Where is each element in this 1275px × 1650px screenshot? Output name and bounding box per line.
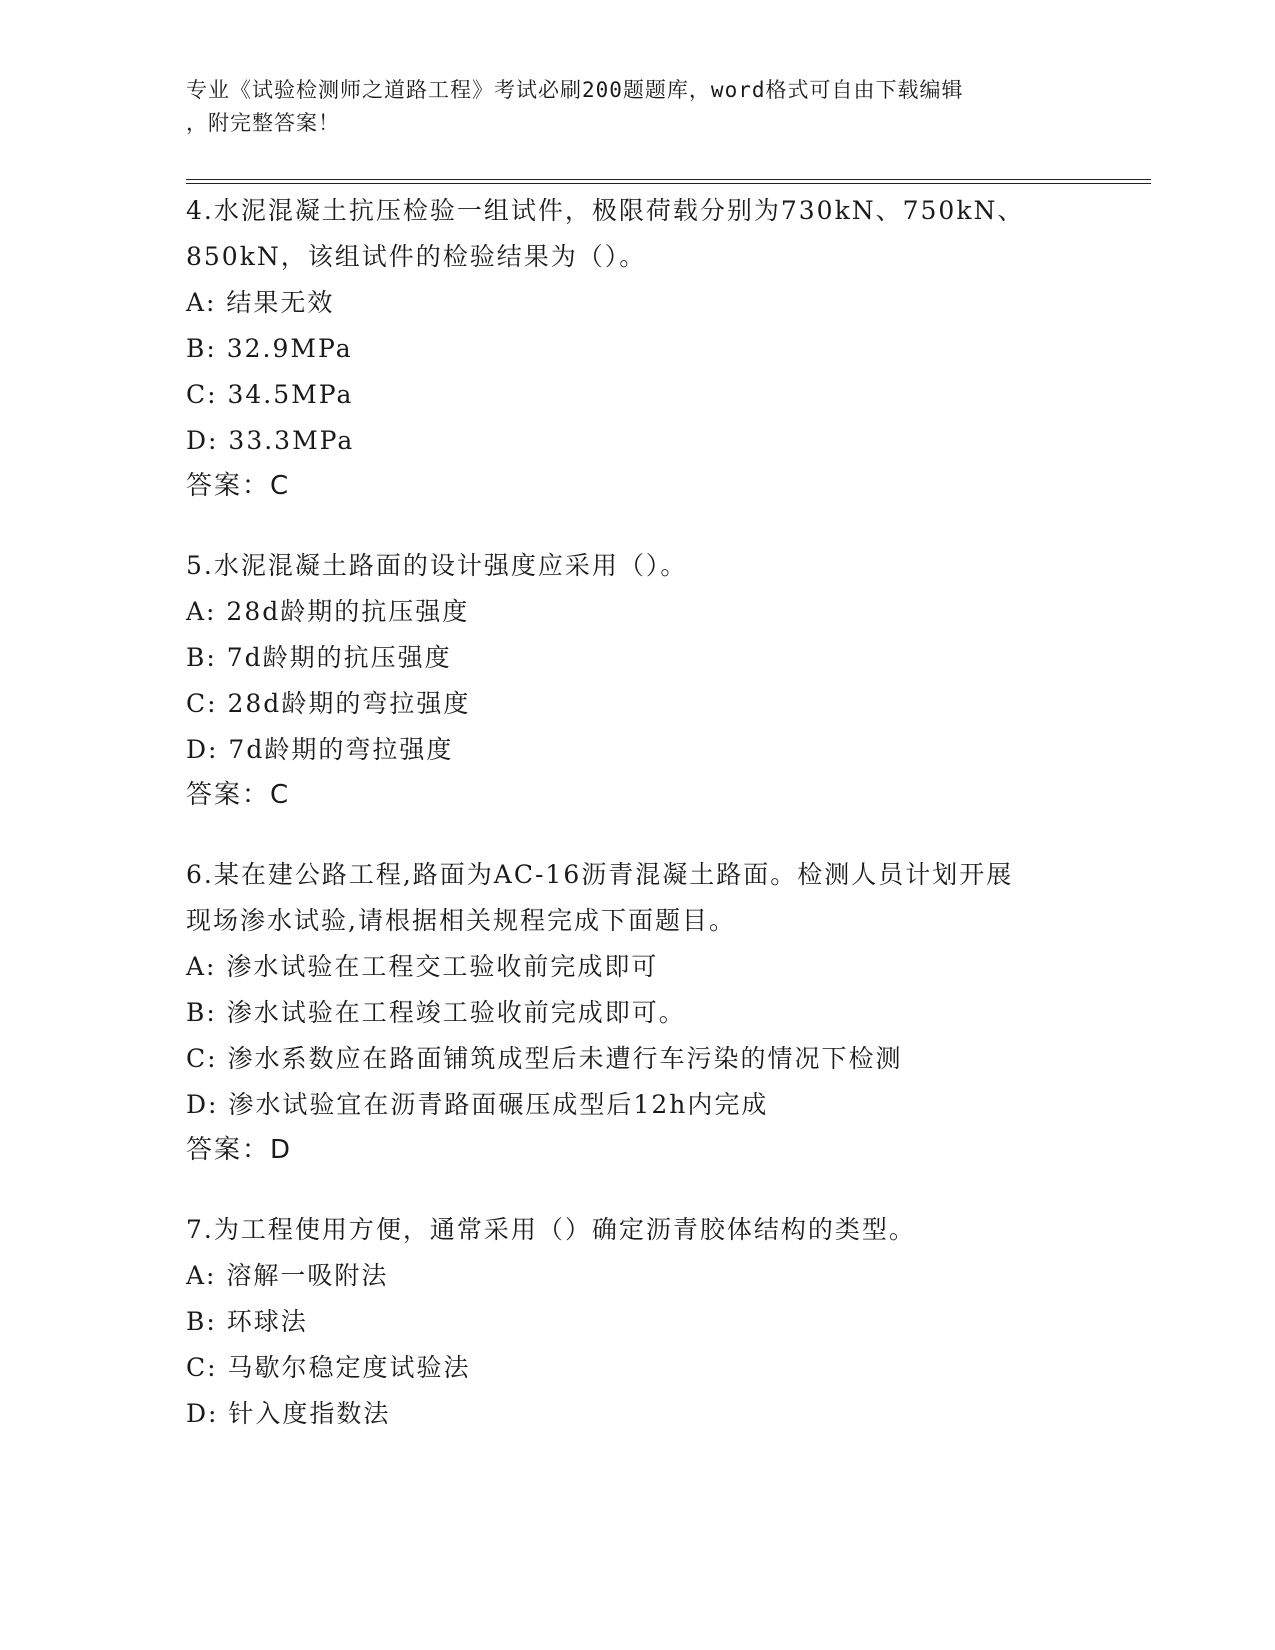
option-c: C: 28d龄期的弯拉强度 xyxy=(186,689,471,718)
header-line-2: ，附完整答案！ xyxy=(186,111,340,135)
header-line-1: 专业《试验检测师之道路工程》考试必刷200题题库，word格式可自由下载编辑 xyxy=(186,78,964,102)
header-divider-thick xyxy=(186,179,1151,180)
header-divider-thin xyxy=(186,183,1151,184)
answer-value: C xyxy=(270,780,289,810)
option-b: B: 32.9MPa xyxy=(186,334,353,363)
answer-label: 答案： xyxy=(186,1135,271,1165)
option-b: B: 环球法 xyxy=(186,1307,308,1336)
option-a: A: 溶解一吸附法 xyxy=(186,1261,389,1290)
question-stem-line: 6.某在建公路工程,路面为AC-16沥青混凝土路面。检测人员计划开展 xyxy=(186,860,1014,889)
question-stem-line: 5.水泥混凝土路面的设计强度应采用（）。 xyxy=(186,551,688,580)
option-d: D: 7d龄期的弯拉强度 xyxy=(186,735,454,764)
answer-line xyxy=(186,1128,1126,1172)
question-4 xyxy=(186,188,1126,508)
question-stem-line: 7.为工程使用方便，通常采用（）确定沥青胶体结构的类型。 xyxy=(186,1215,916,1244)
option-c: C: 渗水系数应在路面铺筑成型后未遭行车污染的情况下检测 xyxy=(186,1044,903,1073)
answer-value: D xyxy=(270,1135,291,1165)
question-stem-line: 850kN，该组试件的检验结果为（）。 xyxy=(186,242,647,271)
answer-label: 答案： xyxy=(186,780,271,810)
question-6 xyxy=(186,852,1126,1172)
question-list xyxy=(186,188,1126,1472)
option-b: B: 7d龄期的抗压强度 xyxy=(186,643,452,672)
option-a: A: 渗水试验在工程交工验收前完成即可 xyxy=(186,952,659,981)
option-c: C: 马歇尔稳定度试验法 xyxy=(186,1353,471,1382)
question-stem-line: 现场渗水试验,请根据相关规程完成下面题目。 xyxy=(186,906,736,935)
question-stem-line: 4.水泥混凝土抗压检验一组试件，极限荷载分别为730kN、750kN、 xyxy=(186,196,1025,225)
answer-value: C xyxy=(270,471,289,501)
question-5 xyxy=(186,543,1126,817)
option-d: D: 针入度指数法 xyxy=(186,1399,391,1428)
question-7 xyxy=(186,1207,1126,1437)
answer-label: 答案： xyxy=(186,471,271,501)
option-a: A: 28d龄期的抗压强度 xyxy=(186,597,470,626)
option-c: C: 34.5MPa xyxy=(186,380,354,409)
document-header xyxy=(186,74,1086,140)
option-d: D: 渗水试验宜在沥青路面碾压成型后12h内完成 xyxy=(186,1090,769,1119)
answer-line xyxy=(186,464,1126,508)
option-d: D: 33.3MPa xyxy=(186,426,355,455)
answer-line xyxy=(186,773,1126,817)
option-a: A: 结果无效 xyxy=(186,288,335,317)
option-b: B: 渗水试验在工程竣工验收前完成即可。 xyxy=(186,998,686,1027)
